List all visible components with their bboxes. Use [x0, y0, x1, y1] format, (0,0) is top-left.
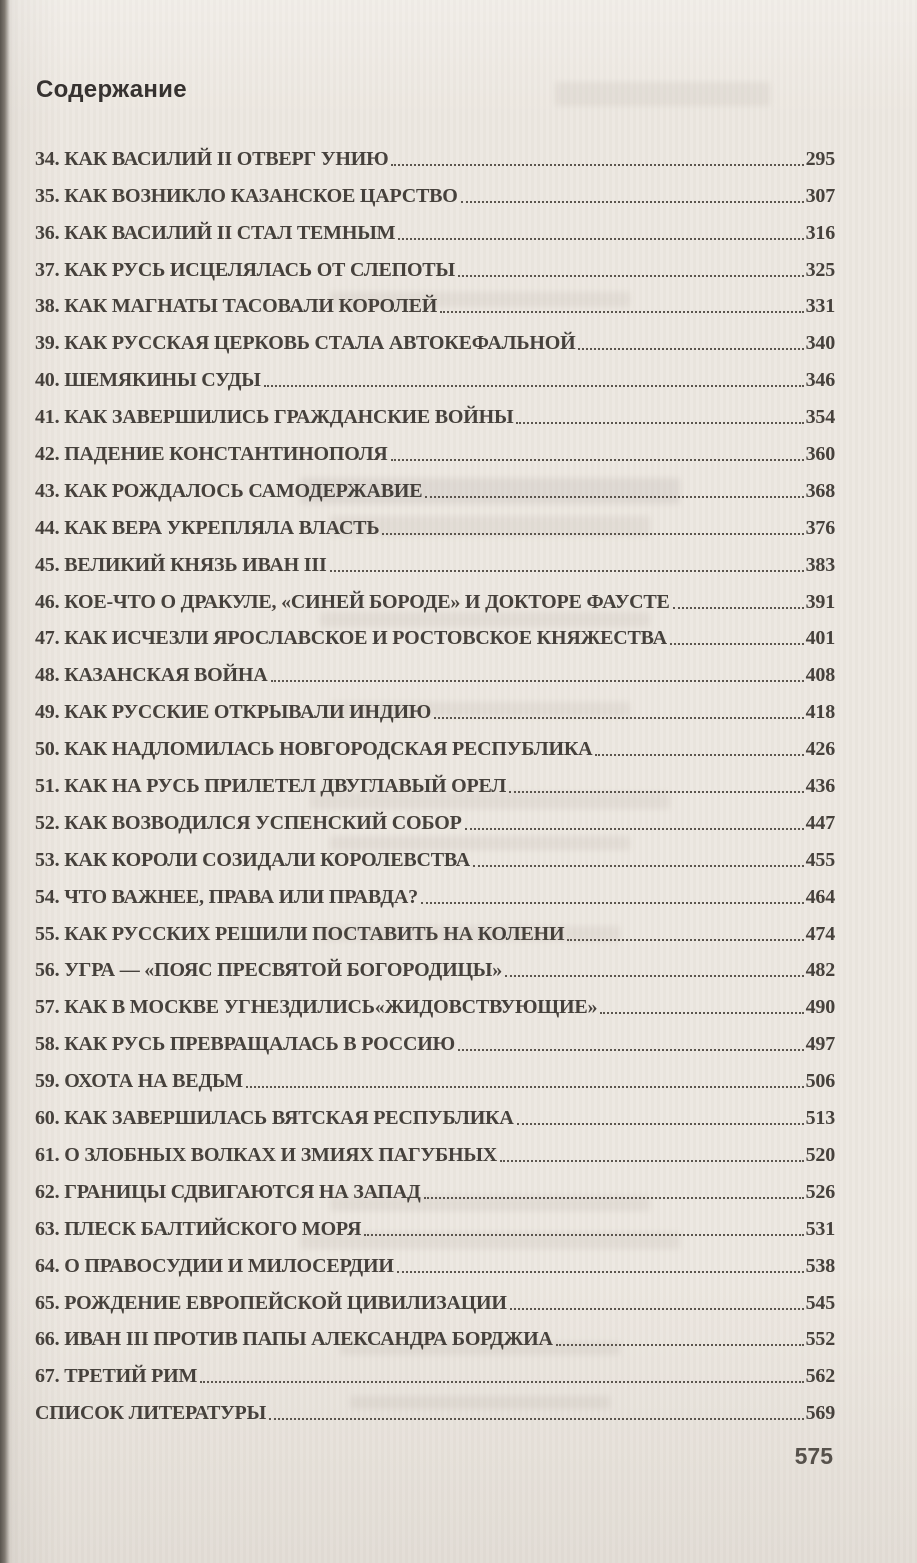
toc-entry-label: СПИСОК ЛИТЕРАТУРЫ — [35, 1402, 267, 1425]
toc-page-number: 354 — [805, 406, 835, 429]
toc-row — [35, 1129, 835, 1166]
toc-row — [35, 207, 835, 244]
toc-entry-label: 40. ШЕМЯКИНЫ СУДЫ — [35, 369, 261, 392]
toc-dot-leader — [425, 496, 803, 498]
toc-dot-leader — [595, 754, 803, 756]
toc-entry-label: 56. УГРА — «ПОЯС ПРЕСВЯТОЙ БОГОРОДИЦЫ» — [35, 959, 503, 982]
toc-dot-leader — [330, 570, 804, 572]
toc-row — [35, 649, 835, 686]
toc-dot-leader — [391, 459, 804, 461]
toc-row — [35, 391, 835, 428]
toc-entry-label: 46. КОЕ-ЧТО О ДРАКУЛЕ, «СИНЕЙ БОРОДЕ» И ДОКТОРЕ ФАУСТЕ — [35, 590, 670, 613]
toc-entry-label: 66. ИВАН III ПРОТИВ ПАПЫ АЛЕКСАНДРА БОРДЖИА — [35, 1328, 553, 1351]
toc-entry-label: 64. О ПРАВОСУДИИ И МИЛОСЕРДИИ — [35, 1254, 394, 1277]
toc-page-number: 490 — [805, 996, 835, 1019]
toc-row — [35, 502, 835, 539]
toc-dot-leader — [517, 1123, 804, 1125]
toc-entry-label: 37. КАК РУСЬ ИСЦЕЛЯЛАСЬ ОТ СЛЕПОТЫ — [35, 258, 455, 281]
toc-page-number: 307 — [805, 184, 835, 207]
toc-row — [35, 1350, 835, 1387]
toc-dot-leader — [397, 1271, 804, 1273]
toc-page-number: 360 — [805, 443, 835, 466]
toc-entry-label: 42. ПАДЕНИЕ КОНСТАНТИНОПОЛЯ — [35, 443, 388, 466]
toc-row — [35, 1092, 835, 1129]
toc-dot-leader — [673, 607, 804, 609]
toc-dot-leader — [516, 422, 803, 424]
toc-dot-leader — [509, 791, 803, 793]
toc-entry-label: 54. ЧТО ВАЖНЕЕ, ПРАВА ИЛИ ПРАВДА? — [35, 885, 418, 908]
toc-dot-leader — [440, 311, 803, 313]
toc-entry-label: 65. РОЖДЕНИЕ ЕВРОПЕЙСКОЙ ЦИВИЛИЗАЦИИ — [35, 1291, 507, 1314]
toc-row — [35, 317, 835, 354]
toc-entry-label: 35. КАК ВОЗНИКЛО КАЗАНСКОЕ ЦАРСТВО — [35, 184, 458, 207]
toc-dot-leader — [567, 939, 803, 941]
toc-page-number: 531 — [805, 1217, 835, 1240]
toc-page-number: 426 — [805, 738, 835, 761]
toc-row — [35, 981, 835, 1018]
toc-page-number: 408 — [805, 664, 835, 687]
toc-page-number: 455 — [805, 848, 835, 871]
toc-entry-label: 51. КАК НА РУСЬ ПРИЛЕТЕЛ ДВУГЛАВЫЙ ОРЕЛ — [35, 775, 507, 798]
toc-page-number: 513 — [805, 1107, 835, 1130]
toc-entry-label: 39. КАК РУССКАЯ ЦЕРКОВЬ СТАЛА АВТОКЕФАЛЬНОЙ — [35, 332, 576, 355]
toc-page-number: 368 — [805, 479, 835, 502]
toc-entry-label: 43. КАК РОЖДАЛОСЬ САМОДЕРЖАВИЕ — [35, 479, 423, 502]
toc-entry-label: 61. О ЗЛОБНЫХ ВОЛКАХ И ЗМИЯХ ПАГУБНЫХ — [35, 1143, 498, 1166]
toc-dot-leader — [424, 1197, 804, 1199]
toc-page-number: 506 — [805, 1070, 835, 1093]
toc-page-number: 401 — [805, 627, 835, 650]
toc-page-number: 552 — [805, 1328, 835, 1351]
toc-entry-label: 62. ГРАНИЦЫ СДВИГАЮТСЯ НА ЗАПАД — [35, 1180, 421, 1203]
toc-dot-leader — [510, 1308, 804, 1310]
toc-row — [35, 1277, 835, 1314]
toc-dot-leader — [382, 533, 803, 535]
toc-row — [35, 871, 835, 908]
toc-page-number: 316 — [805, 221, 835, 244]
toc-row — [35, 1240, 835, 1277]
toc-dot-leader — [458, 275, 804, 277]
toc-row — [35, 1018, 835, 1055]
toc-entry-label: 41. КАК ЗАВЕРШИЛИСЬ ГРАЖДАНСКИЕ ВОЙНЫ — [35, 406, 514, 429]
toc-dot-leader — [473, 865, 804, 867]
toc-entry-label: 48. КАЗАНСКАЯ ВОЙНА — [35, 664, 268, 687]
toc-entry-label: 34. КАК ВАСИЛИЙ II ОТВЕРГ УНИЮ — [35, 147, 389, 170]
toc-row — [35, 576, 835, 613]
toc-entry-label: 45. ВЕЛИКИЙ КНЯЗЬ ИВАН III — [35, 553, 327, 576]
toc-page-number: 447 — [805, 811, 835, 834]
toc-page-number: 569 — [805, 1402, 835, 1425]
toc-page-number: 520 — [805, 1143, 835, 1166]
toc-row — [35, 797, 835, 834]
toc-page-number: 376 — [805, 516, 835, 539]
toc-page-number: 464 — [805, 885, 835, 908]
toc-row — [35, 613, 835, 650]
toc-entry-label: 38. КАК МАГНАТЫ ТАСОВАЛИ КОРОЛЕЙ — [35, 295, 438, 318]
toc-dot-leader — [461, 201, 804, 203]
toc-dot-leader — [578, 348, 803, 350]
toc-page-number: 538 — [805, 1254, 835, 1277]
toc-row — [35, 354, 835, 391]
toc-row — [35, 244, 835, 281]
toc-page-number: 482 — [805, 959, 835, 982]
toc-dot-leader — [556, 1344, 804, 1346]
toc-row — [35, 133, 835, 170]
toc-dot-leader — [246, 1086, 804, 1088]
toc-row — [35, 1387, 835, 1424]
toc-dot-leader — [271, 680, 804, 682]
toc-dot-leader — [398, 238, 803, 240]
toc-entry-label: 53. КАК КОРОЛИ СОЗИДАЛИ КОРОЛЕВСТВА — [35, 848, 471, 871]
toc-page-number: 346 — [805, 369, 835, 392]
toc-row — [35, 1203, 835, 1240]
toc-dot-leader — [391, 164, 803, 166]
toc-page-number: 526 — [805, 1180, 835, 1203]
toc-entry-label: 60. КАК ЗАВЕРШИЛАСЬ ВЯТСКАЯ РЕСПУБЛИКА — [35, 1107, 514, 1130]
toc-dot-leader — [500, 1160, 804, 1162]
toc-row — [35, 428, 835, 465]
toc-entry-label: 63. ПЛЕСК БАЛТИЙСКОГО МОРЯ — [35, 1217, 362, 1240]
toc-row — [35, 945, 835, 982]
toc-dot-leader — [200, 1381, 803, 1383]
toc-entry-label: 55. КАК РУССКИХ РЕШИЛИ ПОСТАВИТЬ НА КОЛЕНИ — [35, 922, 565, 945]
toc-entry-label: 52. КАК ВОЗВОДИЛСЯ УСПЕНСКИЙ СОБОР — [35, 811, 462, 834]
toc-entry-label: 57. КАК В МОСКВЕ УГНЕЗДИЛИСЬ«ЖИДОВСТВУЮЩИЕ» — [35, 996, 598, 1019]
toc-row — [35, 834, 835, 871]
toc-page-number: 383 — [805, 553, 835, 576]
table-of-contents — [35, 133, 835, 1424]
toc-page-number: 418 — [805, 701, 835, 724]
toc-dot-leader — [421, 902, 804, 904]
toc-row — [35, 1166, 835, 1203]
toc-row — [35, 539, 835, 576]
toc-entry-label: 44. КАК ВЕРА УКРЕПЛЯЛА ВЛАСТЬ — [35, 516, 380, 539]
toc-row — [35, 281, 835, 318]
toc-page-number: 340 — [805, 332, 835, 355]
toc-entry-label: 36. КАК ВАСИЛИЙ II СТАЛ ТЕМНЫМ — [35, 221, 396, 244]
toc-page-number: 391 — [805, 590, 835, 613]
toc-page-number: 562 — [805, 1365, 835, 1388]
toc-dot-leader — [505, 975, 804, 977]
toc-dot-leader — [269, 1418, 804, 1420]
toc-dot-leader — [364, 1234, 803, 1236]
toc-dot-leader — [600, 1012, 803, 1014]
toc-row — [35, 760, 835, 797]
page-title: Содержание — [36, 76, 187, 103]
toc-dot-leader — [264, 385, 804, 387]
toc-entry-label: 67. ТРЕТИЙ РИМ — [35, 1365, 198, 1388]
toc-entry-label: 47. КАК ИСЧЕЗЛИ ЯРОСЛАВСКОЕ И РОСТОВСКОЕ КНЯЖЕСТВА — [35, 627, 667, 650]
toc-page-number: 331 — [805, 295, 835, 318]
toc-dot-leader — [458, 1049, 804, 1051]
toc-entry-label: 59. ОХОТА НА ВЕДЬМ — [35, 1070, 243, 1093]
toc-row — [35, 908, 835, 945]
toc-entry-label: 50. КАК НАДЛОМИЛАСЬ НОВГОРОДСКАЯ РЕСПУБЛИКА — [35, 738, 593, 761]
toc-row — [35, 723, 835, 760]
toc-row — [35, 1055, 835, 1092]
folio-page-number: 575 — [794, 1443, 833, 1469]
toc-page-number: 325 — [805, 258, 835, 281]
toc-entry-label: 49. КАК РУССКИЕ ОТКРЫВАЛИ ИНДИЮ — [35, 701, 432, 724]
toc-dot-leader — [670, 643, 804, 645]
scan-edge-shadow — [0, 0, 10, 1563]
toc-page-number: 545 — [805, 1291, 835, 1314]
toc-row — [35, 1314, 835, 1351]
toc-page-number: 474 — [805, 922, 835, 945]
toc-dot-leader — [434, 717, 803, 719]
toc-page-number: 497 — [805, 1033, 835, 1056]
toc-page-number: 295 — [805, 147, 835, 170]
toc-page-number: 436 — [805, 775, 835, 798]
toc-entry-label: 58. КАК РУСЬ ПРЕВРАЩАЛАСЬ В РОССИЮ — [35, 1033, 455, 1056]
toc-row — [35, 465, 835, 502]
toc-dot-leader — [465, 828, 804, 830]
toc-row — [35, 170, 835, 207]
toc-row — [35, 686, 835, 723]
